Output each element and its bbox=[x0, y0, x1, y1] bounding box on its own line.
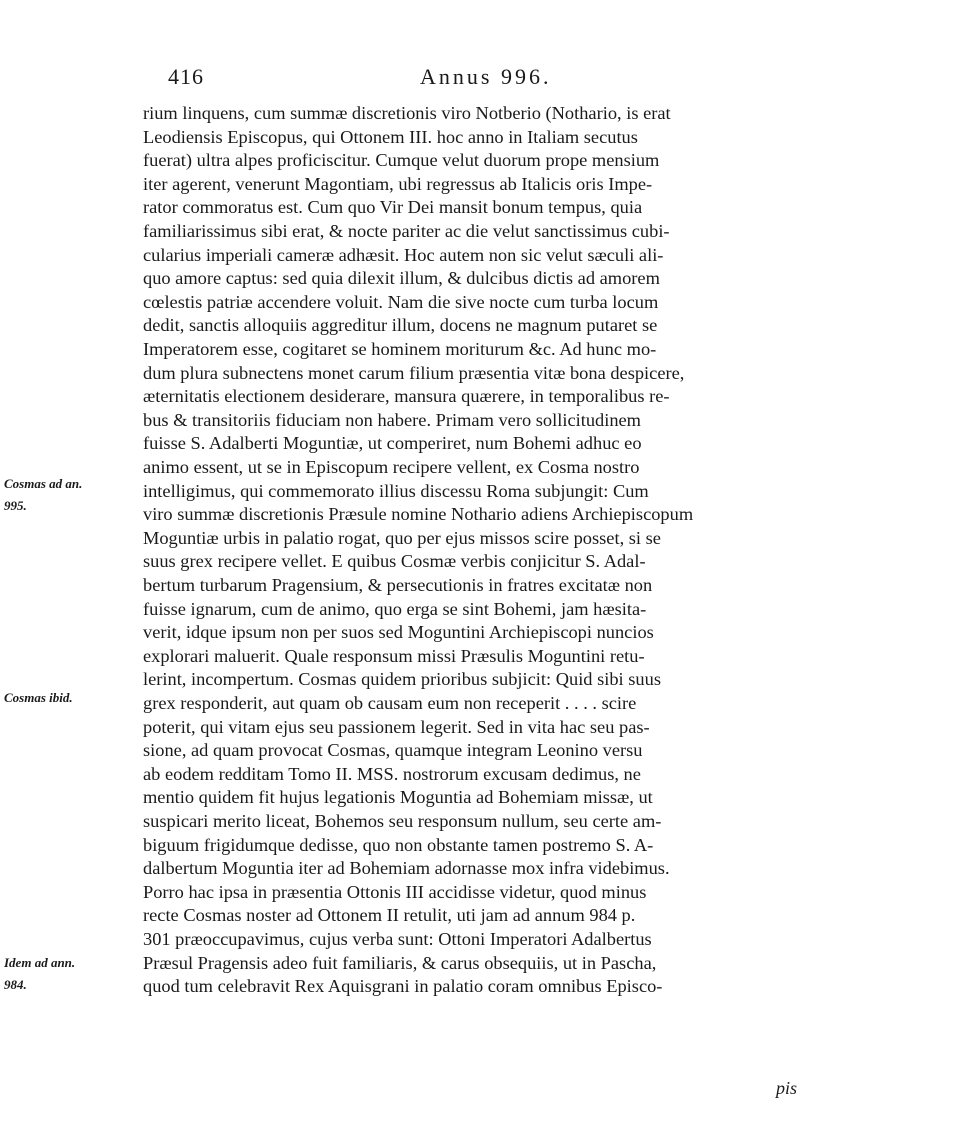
text-line: Leodiensis Episcopus, qui Ottonem III. hoc anno in Italiam secutus bbox=[143, 126, 638, 147]
margin-note-cosmas-ibid bbox=[4, 690, 73, 706]
text-line: poterit, qui vitam ejus seu passionem legerit. Sed in vita hac seu pas- bbox=[143, 716, 650, 737]
margin-note-line: Cosmas ad an. bbox=[4, 476, 83, 491]
text-line: cularius imperiali cameræ adhæsit. Hoc autem non sic velut sæculi ali- bbox=[143, 244, 664, 265]
running-title: Annus 996. bbox=[420, 64, 552, 89]
text-line: rium linquens, cum summæ discretionis viro Notberio (Nothario, is erat bbox=[143, 103, 671, 123]
text-line: verit, idque ipsum non per suos sed Moguntini Archiepiscopi nuncios bbox=[143, 622, 654, 643]
text-line: explorari maluerit. Quale responsum missi Præsulis Moguntini retu- bbox=[143, 645, 645, 666]
text-line: iter agerent, venerunt Magontiam, ubi regressus ab Italicis oris Impe- bbox=[143, 173, 653, 194]
text-line: animo essent, ut se in Episcopum recipere vellent, ex Cosma nostro bbox=[143, 457, 640, 477]
text-line: ab eodem redditam Tomo II. MSS. nostrorum excusam dedimus, ne bbox=[143, 763, 641, 784]
margin-note-line: Idem ad ann. bbox=[4, 955, 76, 970]
catchword: pis bbox=[776, 1078, 798, 1098]
text-line: dum plura subnectens monet carum filium præsentia vitæ bona despicere, bbox=[143, 362, 685, 383]
text-line: biguum frigidumque dedisse, quo non obstante tamen postremo S. A- bbox=[143, 834, 654, 855]
text-line: quo amore captus: sed quia dilexit illum, & dulcibus dictis ad amorem bbox=[143, 268, 660, 289]
margin-note-line: Cosmas ibid. bbox=[4, 690, 73, 705]
text-line: Moguntiæ urbis in palatio rogat, quo per ejus missos scire posset, si se bbox=[143, 527, 661, 548]
text-line: lerint, incompertum. Cosmas quidem prioribus subjicit: Quid sibi suus bbox=[143, 669, 661, 690]
text-line: sione, ad quam provocat Cosmas, quamque integram Leonino versu bbox=[143, 740, 643, 761]
text-line: æternitatis electionem desiderare, mansura quærere, in temporalibus re- bbox=[143, 386, 670, 407]
text-line: cœlestis patriæ accendere voluit. Nam die sive nocte cum turba locum bbox=[143, 291, 659, 312]
text-line: Imperatorem esse, cogitaret se hominem moriturum &c. Ad hunc mo- bbox=[143, 339, 657, 359]
text-line: intelligimus, qui commemorato illius discessu Roma subjungit: Cum bbox=[143, 480, 649, 501]
text-line: recte Cosmas noster ad Ottonem II retulit, uti jam ad annum 984 p. bbox=[143, 905, 636, 926]
text-line: dedit, sanctis alloquiis aggreditur illum, docens ne magnum putaret se bbox=[143, 315, 658, 336]
running-header bbox=[0, 64, 960, 94]
text-line: dalbertum Moguntia iter ad Bohemiam adornasse mox infra videbimus. bbox=[143, 858, 670, 879]
text-line: bus & transitoriis fiduciam non habere. Primam vero sollicitudinem bbox=[143, 409, 641, 430]
text-line: fuisse S. Adalberti Moguntiæ, ut comperiret, num Bohemi adhuc eo bbox=[143, 433, 642, 454]
text-line: Præsul Pragensis adeo fuit familiaris, & carus obsequiis, ut in Pascha, bbox=[143, 952, 657, 973]
text-line: familiarissimus sibi erat, & nocte pariter ac die velut sanctissimus cubi- bbox=[143, 221, 670, 241]
text-line: bertum turbarum Pragensium, & persecutionis in fratres excitatæ non bbox=[143, 575, 653, 595]
margin-note-idem-984 bbox=[4, 955, 75, 993]
text-line: 301 præoccupavimus, cujus verba sunt: Ottoni Imperatori Adalbertus bbox=[143, 929, 652, 949]
text-line: suspicari merito liceat, Bohemos seu responsum nullum, seu certe am- bbox=[143, 811, 662, 831]
text-line: fuerat) ultra alpes proficiscitur. Cumque velut duorum prope mensium bbox=[143, 150, 660, 171]
text-line: grex responderit, aut quam ob causam eum non receperit . . . . scire bbox=[143, 693, 637, 713]
margin-note-cosmas-995 bbox=[4, 476, 82, 514]
text-line: fuisse ignarum, cum de animo, quo erga se sint Bohemi, jam hæsita- bbox=[143, 598, 647, 619]
margin-note-line: 995. bbox=[4, 498, 27, 513]
text-line: rator commoratus est. Cum quo Vir Dei mansit bonum tempus, quia bbox=[143, 197, 643, 218]
page-number: 416 bbox=[168, 64, 204, 89]
text-line: mentio quidem fit hujus legationis Moguntia ad Bohemiam missæ, ut bbox=[143, 787, 653, 808]
text-line: Porro hac ipsa in præsentia Ottonis III accidisse videtur, quod minus bbox=[143, 881, 647, 902]
margin-note-line: 984. bbox=[4, 977, 27, 992]
text-line: viro summæ discretionis Præsule nomine Nothario adiens Archiepiscopum bbox=[143, 504, 694, 525]
text-line: suus grex recipere vellet. E quibus Cosmæ verbis conjicitur S. Adal- bbox=[143, 551, 646, 572]
text-line: quod tum celebravit Rex Aquisgrani in palatio coram omnibus Episco- bbox=[143, 976, 663, 997]
